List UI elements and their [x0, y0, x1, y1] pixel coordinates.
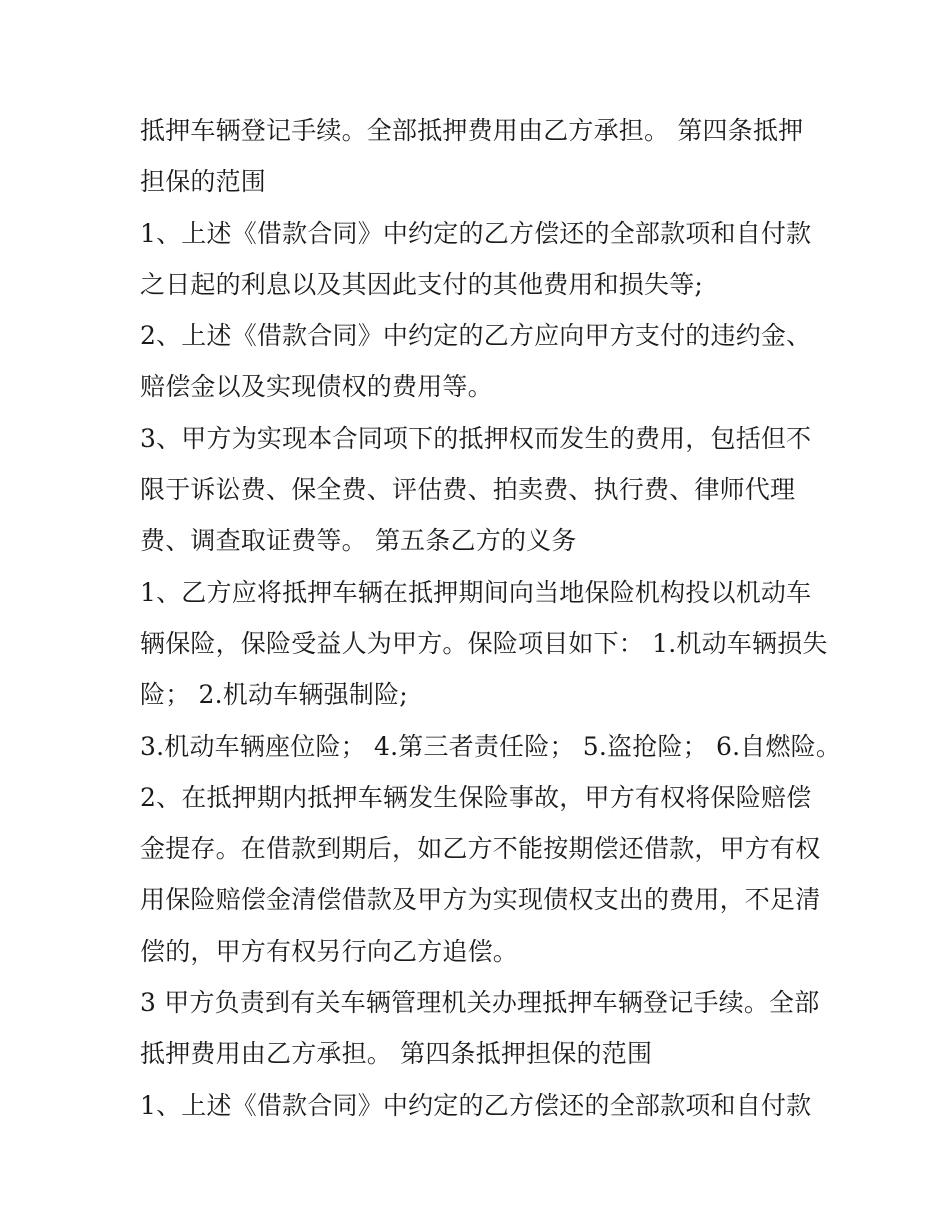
text-line: 金提存。在借款到期后，如乙方不能按期偿还借款，甲方有权 — [140, 834, 821, 864]
text-line: 辆保险，保险受益人为甲方。保险项目如下： 1.机动车辆损失 — [140, 628, 828, 658]
text-line: 3 甲方负责到有关车辆管理机关办理抵押车辆登记手续。全部 — [140, 988, 820, 1018]
text-line: 之日起的利息以及其因此支付的其他费用和损失等; — [140, 269, 704, 299]
text-line: 赔偿金以及实现债权的费用等。 — [140, 372, 493, 402]
text-line: 1、上述《借款合同》中约定的乙方偿还的全部款项和自付款 — [140, 218, 812, 248]
text-line: 2、在抵押期内抵押车辆发生保险事故，甲方有权将保险赔偿 — [140, 782, 812, 812]
text-line: 3.机动车辆座位险； 4.第三者责任险； 5.盗抢险； 6.自燃险。 — [140, 731, 842, 761]
text-line: 险； 2.机动车辆强制险; — [140, 680, 408, 710]
text-line: 费、调查取证费等。 第五条乙方的义务 — [140, 526, 577, 556]
text-line: 1、乙方应将抵押车辆在抵押期间向当地保险机构投以机动车 — [140, 577, 812, 607]
text-line: 抵押车辆登记手续。全部抵押费用由乙方承担。 第四条抵押 — [140, 116, 804, 145]
text-line: 用保险赔偿金清偿借款及甲方为实现债权支出的费用，不足清 — [140, 885, 821, 915]
contract-text — [140, 105, 840, 1131]
text-line: 限于诉讼费、保全费、评估费、拍卖费、执行费、律师代理 — [140, 475, 796, 505]
text-line: 2、上述《借款合同》中约定的乙方应向甲方支付的违约金、 — [140, 321, 812, 351]
text-line: 偿的，甲方有权另行向乙方追偿。 — [140, 936, 519, 966]
text-line: 3、甲方为实现本合同项下的抵押权而发生的费用，包括但不 — [140, 423, 812, 453]
text-line: 1、上述《借款合同》中约定的乙方偿还的全部款项和自付款 — [140, 1090, 812, 1120]
text-line: 担保的范围 — [140, 167, 267, 197]
text-line: 抵押费用由乙方承担。 第四条抵押担保的范围 — [140, 1039, 653, 1069]
